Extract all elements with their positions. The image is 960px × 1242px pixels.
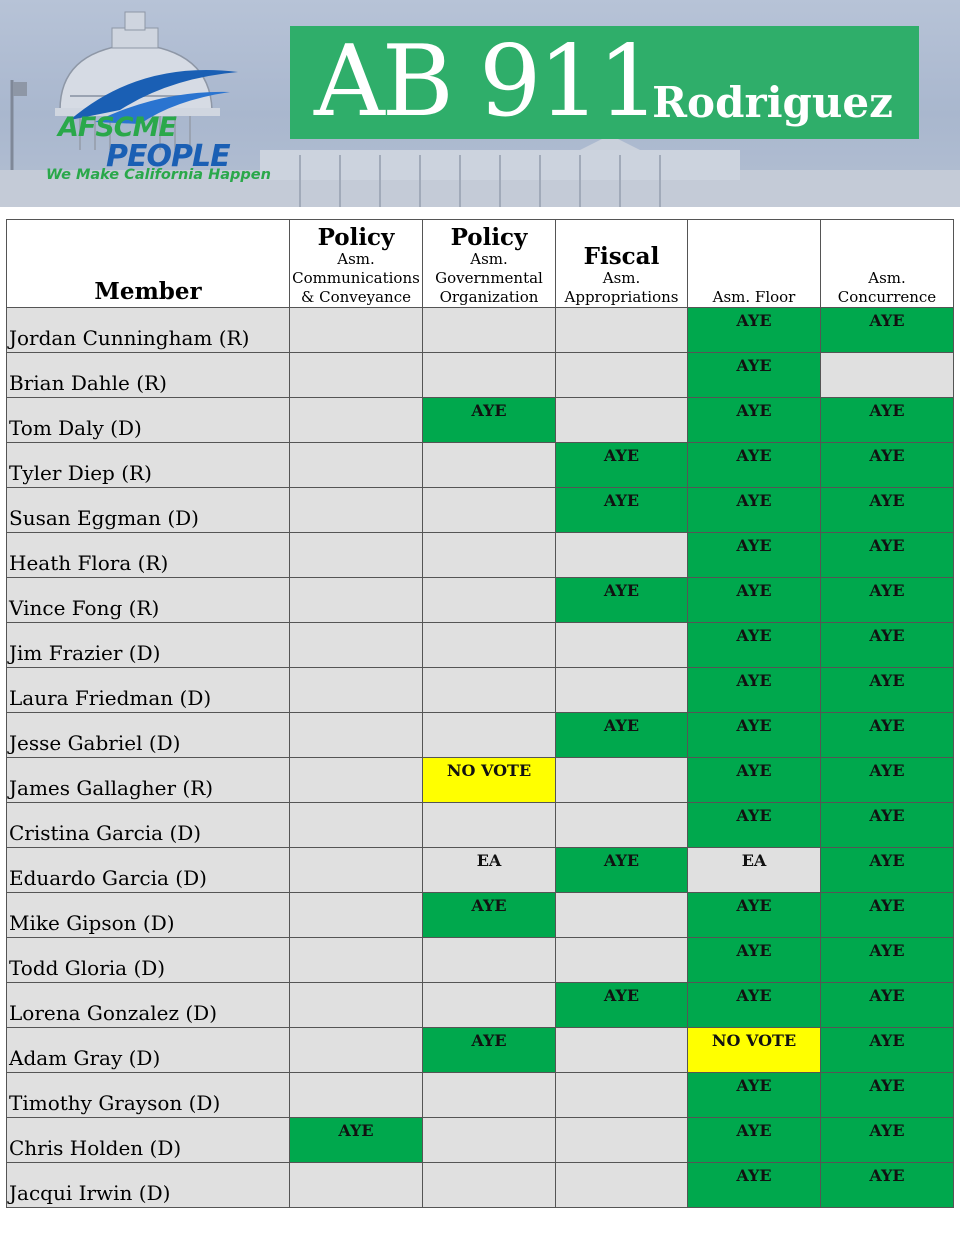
- column-header-gov-org: [423, 220, 556, 308]
- vote-cell: AYE: [821, 398, 954, 443]
- member-name: Adam Gray (D): [7, 1028, 290, 1073]
- committee-label-line: & Conveyance: [301, 288, 411, 306]
- vote-cell: NO VOTE: [688, 1028, 821, 1073]
- member-name: Jacqui Irwin (D): [7, 1163, 290, 1208]
- vote-cell: [290, 1073, 423, 1118]
- vote-cell: AYE: [688, 713, 821, 758]
- table-row: [7, 758, 954, 803]
- vote-cell: [556, 758, 688, 803]
- table-row: [7, 1118, 954, 1163]
- member-header-label: Member: [94, 278, 202, 305]
- committee-label-line: Asm.: [602, 269, 641, 287]
- table-row: [7, 488, 954, 533]
- vote-cell: [290, 398, 423, 443]
- bill-author: Rodriguez: [652, 78, 893, 127]
- vote-cell: AYE: [821, 1028, 954, 1073]
- vote-cell: AYE: [688, 623, 821, 668]
- table-row: [7, 668, 954, 713]
- table-row: [7, 803, 954, 848]
- vote-cell: [423, 533, 556, 578]
- member-name: Vince Fong (R): [7, 578, 290, 623]
- vote-cell: [423, 488, 556, 533]
- vote-cell: [556, 1163, 688, 1208]
- vote-cell: [290, 758, 423, 803]
- column-header-appropriations: [556, 220, 688, 308]
- vote-cell: [556, 353, 688, 398]
- member-name: Brian Dahle (R): [7, 353, 290, 398]
- vote-cell: [556, 398, 688, 443]
- vote-cell: AYE: [821, 803, 954, 848]
- committee-label-line: Governmental: [435, 269, 543, 287]
- vote-cell: [423, 1073, 556, 1118]
- bill-title-box: [290, 26, 919, 139]
- member-name: Jesse Gabriel (D): [7, 713, 290, 758]
- vote-cell: [290, 983, 423, 1028]
- vote-cell: AYE: [821, 443, 954, 488]
- column-type-label: Policy: [450, 224, 528, 251]
- member-name: Lorena Gonzalez (D): [7, 983, 290, 1028]
- vote-cell: AYE: [688, 983, 821, 1028]
- vote-cell: [423, 1163, 556, 1208]
- vote-cell: EA: [688, 848, 821, 893]
- column-type-label: Fiscal: [583, 243, 660, 270]
- vote-cell: NO VOTE: [423, 758, 556, 803]
- vote-cell: AYE: [688, 533, 821, 578]
- vote-cell: AYE: [688, 353, 821, 398]
- vote-cell: AYE: [556, 983, 688, 1028]
- member-name: Timothy Grayson (D): [7, 1073, 290, 1118]
- table-row: [7, 578, 954, 623]
- vote-cell: [423, 353, 556, 398]
- vote-cell: [290, 488, 423, 533]
- committee-label-line: Communications: [292, 269, 420, 287]
- vote-cell: AYE: [821, 893, 954, 938]
- vote-cell: AYE: [821, 1163, 954, 1208]
- vote-cell: [423, 713, 556, 758]
- table-header-row: [7, 220, 954, 308]
- logo-afscme-text: AFSCME: [58, 112, 176, 143]
- vote-cell: AYE: [821, 308, 954, 353]
- vote-cell: AYE: [556, 578, 688, 623]
- vote-cell: AYE: [423, 398, 556, 443]
- committee-label-line: Organization: [439, 288, 539, 306]
- member-name: Cristina Garcia (D): [7, 803, 290, 848]
- table-row: [7, 848, 954, 893]
- vote-cell: AYE: [688, 758, 821, 803]
- table-row: [7, 893, 954, 938]
- table-row: [7, 533, 954, 578]
- vote-cell: [423, 578, 556, 623]
- vote-cell: [556, 1118, 688, 1163]
- member-name: Eduardo Garcia (D): [7, 848, 290, 893]
- table-row: [7, 983, 954, 1028]
- vote-cell: [423, 308, 556, 353]
- vote-cell: [556, 803, 688, 848]
- vote-cell: [290, 803, 423, 848]
- vote-cell: [290, 848, 423, 893]
- vote-record-table: [6, 219, 954, 1208]
- member-column-header: [7, 220, 290, 308]
- vote-cell: AYE: [423, 893, 556, 938]
- member-name: Jim Frazier (D): [7, 623, 290, 668]
- vote-cell: [556, 623, 688, 668]
- vote-cell: AYE: [688, 578, 821, 623]
- vote-cell: [423, 668, 556, 713]
- member-name: Susan Eggman (D): [7, 488, 290, 533]
- table-row: [7, 308, 954, 353]
- column-header-floor: [688, 220, 821, 308]
- committee-label-line: Appropriations: [564, 288, 679, 306]
- vote-cell: AYE: [821, 713, 954, 758]
- vote-cell: [556, 938, 688, 983]
- member-name: Todd Gloria (D): [7, 938, 290, 983]
- committee-label-line: Asm. Floor: [712, 288, 796, 306]
- table-row: [7, 1028, 954, 1073]
- column-type-label: Policy: [317, 224, 395, 251]
- vote-cell: AYE: [821, 1118, 954, 1163]
- vote-cell: AYE: [556, 443, 688, 488]
- member-name: Chris Holden (D): [7, 1118, 290, 1163]
- vote-cell: EA: [423, 848, 556, 893]
- vote-cell: AYE: [688, 1073, 821, 1118]
- vote-cell: AYE: [821, 1073, 954, 1118]
- table-row: [7, 938, 954, 983]
- header-banner: [0, 0, 960, 207]
- table-row: [7, 713, 954, 758]
- vote-cell: [290, 578, 423, 623]
- logo-people-text: PEOPLE: [106, 139, 230, 174]
- vote-cell: AYE: [688, 1163, 821, 1208]
- vote-cell: [290, 938, 423, 983]
- member-name: Tom Daly (D): [7, 398, 290, 443]
- vote-cell: [290, 353, 423, 398]
- table-row: [7, 398, 954, 443]
- vote-cell: AYE: [821, 488, 954, 533]
- vote-cell: AYE: [423, 1028, 556, 1073]
- vote-cell: [290, 308, 423, 353]
- vote-cell: [290, 533, 423, 578]
- bill-number: AB 911: [314, 25, 657, 139]
- vote-cell: [290, 1028, 423, 1073]
- vote-cell: [290, 1163, 423, 1208]
- vote-cell: AYE: [821, 848, 954, 893]
- column-header-concurrence: [821, 220, 954, 308]
- vote-cell: [556, 533, 688, 578]
- committee-label-line: Asm.: [470, 250, 508, 268]
- vote-cell: [556, 1073, 688, 1118]
- vote-cell: [423, 938, 556, 983]
- committee-label-line: Asm.: [337, 250, 375, 268]
- committee-label-line: Asm.: [868, 269, 906, 287]
- member-name: Jordan Cunningham (R): [7, 308, 290, 353]
- logo-tagline: We Make California Happen: [46, 167, 271, 183]
- vote-cell: [423, 623, 556, 668]
- vote-cell: AYE: [821, 668, 954, 713]
- table-row: [7, 443, 954, 488]
- vote-cell: [423, 1118, 556, 1163]
- vote-cell: AYE: [821, 983, 954, 1028]
- vote-cell: AYE: [556, 713, 688, 758]
- vote-cell: AYE: [556, 848, 688, 893]
- vote-cell: AYE: [688, 398, 821, 443]
- table-row: [7, 1073, 954, 1118]
- member-name: Mike Gipson (D): [7, 893, 290, 938]
- vote-cell: [290, 623, 423, 668]
- column-header-comm: [290, 220, 423, 308]
- table-row: [7, 353, 954, 398]
- vote-cell: AYE: [821, 578, 954, 623]
- vote-cell: AYE: [688, 803, 821, 848]
- vote-cell: AYE: [688, 443, 821, 488]
- member-name: Laura Friedman (D): [7, 668, 290, 713]
- vote-cell: [423, 803, 556, 848]
- vote-cell: AYE: [821, 533, 954, 578]
- vote-cell: AYE: [688, 938, 821, 983]
- vote-cell: [556, 668, 688, 713]
- vote-cell: [290, 893, 423, 938]
- vote-cell: [821, 353, 954, 398]
- vote-cell: AYE: [688, 488, 821, 533]
- member-name: Heath Flora (R): [7, 533, 290, 578]
- vote-cell: AYE: [688, 1118, 821, 1163]
- vote-cell: [290, 668, 423, 713]
- vote-cell: [423, 443, 556, 488]
- vote-cell: [556, 308, 688, 353]
- vote-cell: AYE: [821, 623, 954, 668]
- vote-cell: AYE: [688, 308, 821, 353]
- vote-cell: [556, 893, 688, 938]
- vote-cell: AYE: [821, 938, 954, 983]
- vote-cell: AYE: [290, 1118, 423, 1163]
- member-name: James Gallagher (R): [7, 758, 290, 803]
- vote-cell: [556, 1028, 688, 1073]
- vote-cell: [423, 983, 556, 1028]
- vote-cell: AYE: [556, 488, 688, 533]
- committee-label-line: Concurrence: [837, 288, 937, 306]
- vote-cell: [290, 443, 423, 488]
- vote-cell: AYE: [688, 893, 821, 938]
- table-row: [7, 623, 954, 668]
- vote-cell: [290, 713, 423, 758]
- member-name: Tyler Diep (R): [7, 443, 290, 488]
- vote-cell: AYE: [821, 758, 954, 803]
- vote-cell: AYE: [688, 668, 821, 713]
- table-row: [7, 1163, 954, 1208]
